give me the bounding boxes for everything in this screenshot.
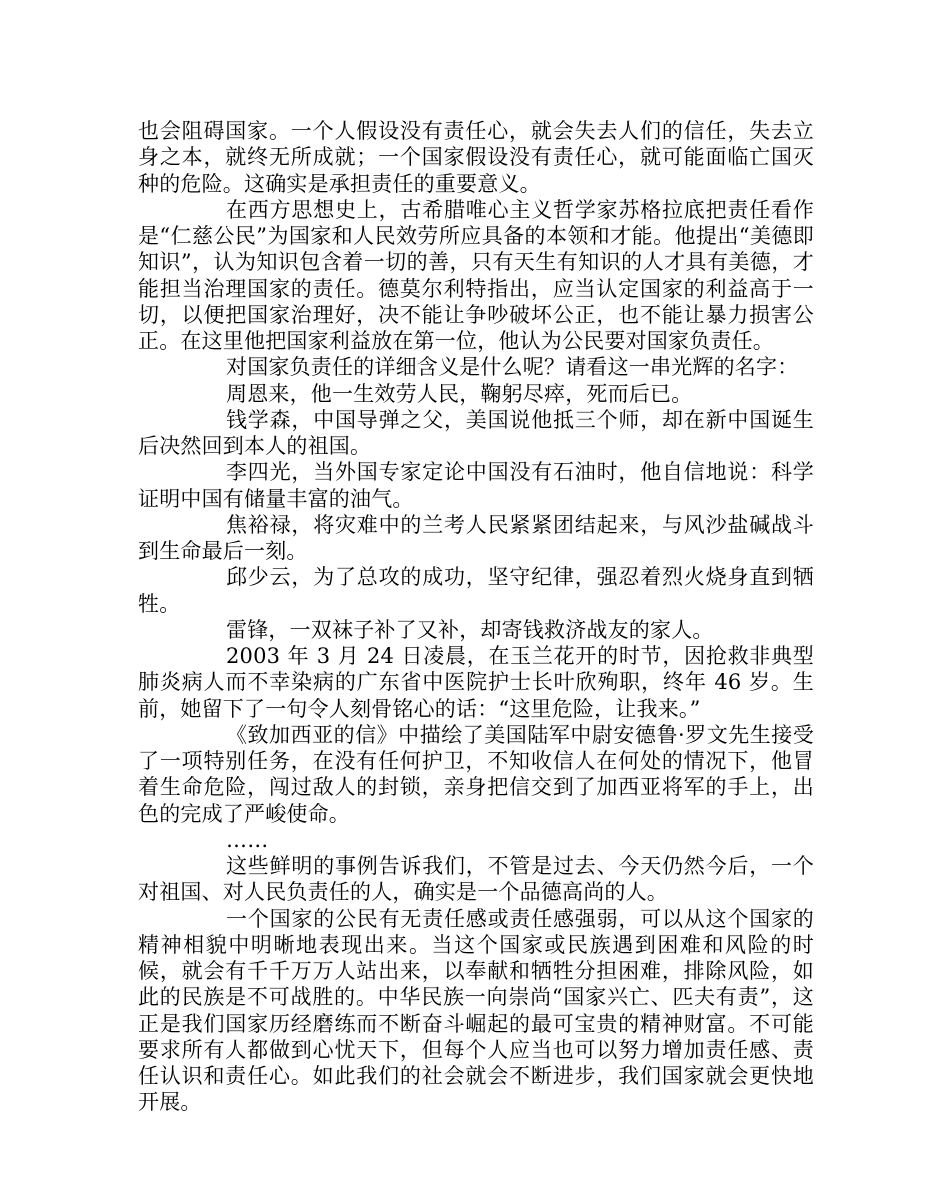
ellipsis-paragraph: ……: [226, 827, 269, 852]
paragraph-7: 焦裕禄，将灾难中的兰考人民紧紧团结起来，与风沙盐碱战斗到生命最后一刻。: [138, 512, 814, 563]
paragraph-3: 对国家负责任的详细含义是什么呢？请看这一串光辉的名字：: [226, 355, 799, 380]
paragraph-8: 邱少云，为了总攻的成功，坚守纪律，强忍着烈火烧身直到牺牲。: [138, 565, 814, 616]
paragraph-9: 雷锋，一双袜子补了又补，却寄钱救济战友的家人。: [226, 617, 714, 642]
paragraph-14: 一个国家的公民有无责任感或责任感强弱，可以从这个国家的精神相貌中明晰地表现出来。当这个国家或民族遇到困难和风险的时候，就会有千千万万人站出来，以奉献和牺牲分担困难，排除风险，如此的民族是不可战胜的。中华民族一向崇尚“国家兴亡、匹夫有责”，这正是我们国家历经磨练而不断奋斗崛起的最可宝贵的精神财富。不可能要求所有人都做到心忧天下，但每个人应当也可以努力增加责任感、责任认识和责任心。如此我们的社会就会不断进步，我们国家就会更快地开展。: [138, 906, 814, 1115]
paragraph-11: 《致加西亚的信》中描绘了美国陆军中尉安德鲁·罗文先生接受了一项特别任务，在没有任何护卫，不知收信人在何处的情况下，他冒着生命危险，闯过敌人的封锁，亲身把信交到了加西亚将军的手上，出色的完成了严峻使命。: [138, 722, 814, 826]
paragraph-1: 也会阻碍国家。一个人假设没有责任心，就会失去人们的信任，失去立身之本，就终无所成就；一个国家假设没有责任心，就可能面临亡国灭种的危险。这确实是承担责任的重要意义。: [138, 119, 814, 196]
paragraph-5: 钱学森，中国导弹之父，美国说他抵三个师，却在新中国诞生后决然回到本人的祖国。: [138, 407, 814, 458]
paragraph-4: 周恩来，他一生效劳人民，鞠躬尽瘁，死而后已。: [226, 381, 693, 406]
paragraph-2: 在西方思想史上，古希腊唯心主义哲学家苏格拉底把责任看作是“仁慈公民”为国家和人民效劳所应具备的本领和才能。他提出“美德即知识”，认为知识包含着一切的善，只有天生有知识的人才具有美德，才能担当治理国家的责任。德莫尔利特指出，应当认定国家的利益高于一切，以便把国家治理好，决不能让争吵破坏公正，也不能让暴力损害公正。在这里他把国家利益放在第一位，他认为公民要对国家负责任。: [138, 197, 814, 353]
paragraph-13: 这些鲜明的事例告诉我们，不管是过去、今天仍然今后，一个对祖国、对人民负责任的人，确实是一个品德高尚的人。: [138, 854, 814, 905]
document-body: [138, 118, 814, 1116]
paragraph-6: 李四光，当外国专家定论中国没有石油时，他自信地说：科学证明中国有储量丰富的油气。: [138, 460, 814, 511]
paragraph-10: 2003 年 3 月 24 日凌晨，在玉兰花开的时节，因抢救非典型肺炎病人而不幸染病的广东省中医院护士长叶欣殉职，终年 46 岁。生前，她留下了一句令人刻骨铭心的话：“这里危险，让我来。”: [138, 644, 814, 721]
